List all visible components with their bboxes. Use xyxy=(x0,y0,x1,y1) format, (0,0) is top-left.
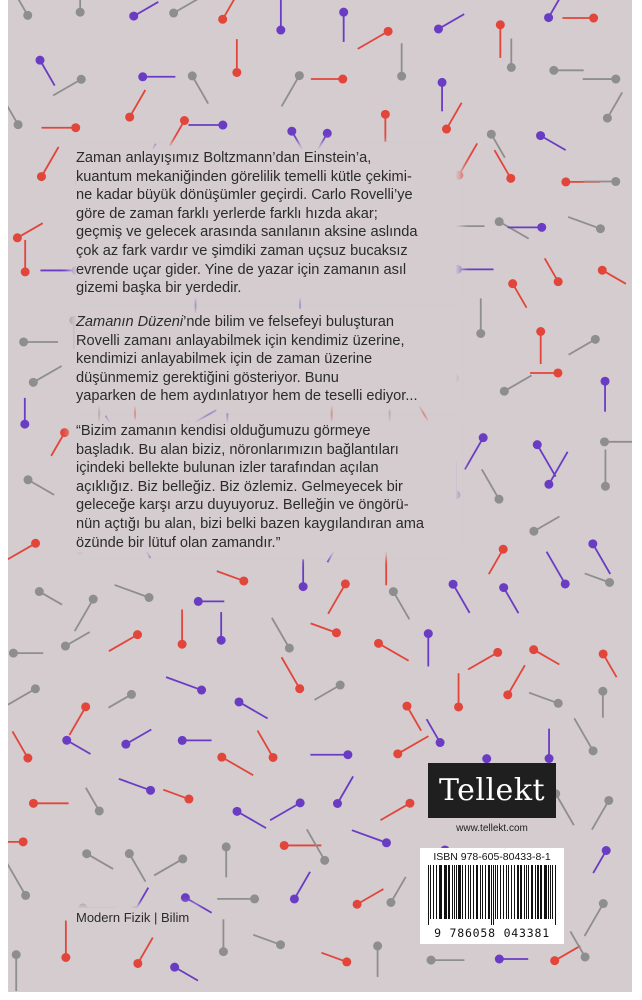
pin-icon xyxy=(601,377,610,412)
barcode-bar xyxy=(456,865,457,919)
pin-icon xyxy=(544,0,563,22)
pin-icon xyxy=(218,0,238,24)
barcode-bar xyxy=(491,865,492,925)
pin-icon xyxy=(598,266,626,284)
pin-icon xyxy=(603,92,622,122)
pin-icon xyxy=(397,43,406,80)
barcode-bar xyxy=(511,865,512,919)
pin-icon xyxy=(544,452,567,489)
barcode-bar xyxy=(524,865,525,919)
pin-icon xyxy=(583,75,621,84)
blurb-line: kuantum mekaniğinden görelilik temelli kütle çekimi- xyxy=(76,168,412,185)
pin-icon xyxy=(570,931,589,961)
blurb-line: ne kadar büyük dönüşümler geçirdi. Carlo Rovelli’ye xyxy=(76,187,413,204)
pin-icon xyxy=(9,649,43,658)
pin-icon xyxy=(20,398,29,429)
pin-icon xyxy=(232,39,241,77)
pin-icon xyxy=(276,0,285,35)
barcode-bar xyxy=(555,865,556,925)
pin-icon xyxy=(499,583,518,613)
quote-line: özünde bir lütuf olan zamandır.” xyxy=(76,534,281,551)
barcode-bar xyxy=(526,865,527,919)
pin-icon xyxy=(119,779,155,795)
quote-line: geleceğe karşı arzu duyuyoruz. Belleğin ve öngörü- xyxy=(76,497,409,514)
barcode-bar xyxy=(428,865,429,925)
quote-line: içindeki bellekte bulunan izler tarafından açılan xyxy=(76,460,379,477)
pin-icon xyxy=(530,368,562,377)
barcode-icon xyxy=(426,865,558,925)
barcode-bar xyxy=(531,865,533,919)
pin-icon xyxy=(222,842,231,877)
pin-icon xyxy=(282,71,304,106)
pin-icon xyxy=(170,116,189,146)
pin-icon xyxy=(352,830,391,847)
pin-icon xyxy=(328,579,350,613)
pin-icon xyxy=(424,629,433,666)
pin-icon xyxy=(588,539,610,574)
pin-icon xyxy=(465,433,488,469)
pin-icon xyxy=(427,956,465,965)
pin-icon xyxy=(217,894,259,903)
blurb-line-rest: ’nde bilim ve felsefeyi buluşturan xyxy=(183,314,394,330)
pin-icon xyxy=(358,27,393,49)
quote-line: “Bizim zamanın kendisi olduğumuzu görmeye xyxy=(76,423,371,439)
pin-icon xyxy=(138,72,175,81)
pin-icon xyxy=(311,75,347,84)
pin-icon xyxy=(163,790,193,804)
pin-icon xyxy=(170,963,198,981)
barcode-bar xyxy=(480,865,481,919)
pin-icon xyxy=(125,90,145,122)
pin-icon xyxy=(233,807,267,828)
pin-icon xyxy=(453,265,494,274)
pin-icon xyxy=(217,612,226,645)
quote-line: açıklığız. Biz belleğiz. Biz özlemiz. Gelmeyecek bir xyxy=(76,478,403,495)
barcode-bar xyxy=(517,865,519,919)
pin-icon xyxy=(282,657,305,693)
barcode-bar xyxy=(470,865,471,919)
barcode-bar xyxy=(476,865,478,919)
back-cover xyxy=(8,0,632,992)
pin-icon xyxy=(234,697,267,718)
blurb-line: Rovelli zamanı anlayabilmek için kendimiz üzerine, xyxy=(76,332,405,349)
pin-icon xyxy=(482,469,504,503)
pin-icon xyxy=(310,750,352,759)
pin-icon xyxy=(545,258,563,286)
barcode-bar xyxy=(436,865,437,919)
pin-icon xyxy=(339,8,348,42)
pin-icon xyxy=(569,335,600,355)
pin-icon xyxy=(86,788,104,816)
barcode-bar xyxy=(485,865,486,919)
barcode-bar xyxy=(448,865,450,919)
barcode-bar xyxy=(473,865,474,919)
pin-icon xyxy=(389,587,410,619)
pin-icon xyxy=(593,846,611,873)
pin-icon xyxy=(333,776,353,808)
pin-icon xyxy=(601,450,610,491)
blurb-line: evrende uçar gider. Yine de yazar için zamanın asıl xyxy=(76,261,407,278)
pin-icon xyxy=(8,684,40,705)
pin-icon xyxy=(373,941,382,977)
barcode-bar xyxy=(497,865,498,919)
barcode-area xyxy=(420,848,564,944)
pin-icon xyxy=(19,337,58,346)
barcode-bar xyxy=(495,865,496,919)
pin-icon xyxy=(121,729,151,748)
pin-icon xyxy=(61,921,70,962)
pin-icon xyxy=(42,123,81,132)
pin-icon xyxy=(442,103,462,134)
pin-icon xyxy=(188,71,208,103)
pin-icon xyxy=(253,935,285,949)
pin-icon xyxy=(12,950,21,991)
pin-icon xyxy=(381,110,390,142)
pin-icon xyxy=(53,75,86,96)
barcode-bar xyxy=(458,865,461,919)
pin-icon xyxy=(585,899,608,936)
pin-icon xyxy=(61,632,90,651)
barcode-bar xyxy=(465,865,466,919)
pin-icon xyxy=(290,872,310,904)
blurb-line: Zaman anlayışımız Boltzmann’dan Einstein’a, xyxy=(76,150,372,166)
pin-icon xyxy=(178,609,187,648)
pin-icon xyxy=(29,366,62,387)
blurb-line: geçmiş ve gelecek arasında sanılanın aksine aslında xyxy=(76,224,418,241)
blurb-line: çok az fark vardır ve şimdiki zaman uçsuz bucaksız xyxy=(76,242,408,259)
pin-icon xyxy=(115,585,154,602)
pin-icon xyxy=(562,14,598,23)
barcode-bar xyxy=(503,865,504,919)
pin-icon xyxy=(109,630,142,651)
pin-icon xyxy=(529,693,563,708)
pin-icon xyxy=(8,95,23,129)
pin-icon xyxy=(476,298,485,338)
pin-icon xyxy=(547,552,570,589)
barcode-bar xyxy=(528,865,529,919)
pin-icon xyxy=(8,837,28,846)
blurb-line xyxy=(76,313,456,332)
pin-icon xyxy=(166,677,206,694)
pin-icon xyxy=(217,571,249,585)
pin-icon xyxy=(307,829,329,865)
pin-icon xyxy=(69,702,90,735)
blurb-quote xyxy=(76,422,456,552)
barcode-bar xyxy=(482,865,483,919)
blurb-line: kendimizi anlayabilmek için de zaman üzerine xyxy=(76,351,373,368)
publisher-logo xyxy=(428,763,556,818)
barcode-bar xyxy=(552,865,553,919)
pin-icon xyxy=(21,240,30,276)
pin-icon xyxy=(35,587,62,605)
barcode-bar xyxy=(430,865,431,919)
pin-icon xyxy=(545,729,554,763)
pin-icon xyxy=(393,736,428,758)
pin-icon xyxy=(8,863,30,900)
pin-icon xyxy=(536,327,545,364)
pin-icon xyxy=(574,718,597,755)
pin-icon xyxy=(489,545,508,574)
pin-icon xyxy=(8,539,40,559)
pin-icon xyxy=(270,798,305,820)
barcode-bar xyxy=(550,865,551,919)
pin-icon xyxy=(600,437,632,446)
barcode-bar xyxy=(520,865,522,919)
pin-icon xyxy=(75,595,98,632)
barcode-bar xyxy=(444,865,447,919)
pin-icon xyxy=(549,66,583,75)
barcode-bar xyxy=(452,865,453,919)
barcode-bar xyxy=(433,865,434,919)
pin-icon xyxy=(23,475,54,495)
pin-icon xyxy=(438,78,447,111)
blurb-line: düşünmemiz gerektiğini gösteriyor. Bunu xyxy=(76,369,339,386)
pin-icon xyxy=(353,889,384,909)
barcode-bar xyxy=(537,865,539,919)
pin-icon xyxy=(188,121,227,130)
barcode-bar xyxy=(535,865,536,919)
pin-icon xyxy=(494,150,515,183)
pin-icon xyxy=(29,799,69,808)
pin-icon xyxy=(13,223,43,242)
barcode-bar xyxy=(506,865,507,919)
pin-icon xyxy=(125,849,146,881)
pin-icon xyxy=(468,648,502,670)
pin-icon xyxy=(508,279,526,308)
barcode-bar xyxy=(548,865,549,919)
pin-icon xyxy=(51,428,69,456)
quote-line: başladık. Bu alan biziz, nöronlarımızın bağlantıları xyxy=(76,441,399,458)
pin-icon xyxy=(583,177,620,186)
blurb-line: gizemi başka bir yerdedir. xyxy=(76,280,242,297)
pin-icon xyxy=(402,702,421,731)
pin-icon xyxy=(550,946,580,965)
pin-icon xyxy=(133,938,152,968)
barcode-bar xyxy=(439,865,442,919)
pin-icon xyxy=(386,877,405,907)
pin-icon xyxy=(568,217,605,233)
pin-icon xyxy=(129,2,158,21)
pin-icon xyxy=(76,0,85,17)
pin-icon xyxy=(37,147,59,181)
pin-icon xyxy=(169,0,205,18)
pin-icon xyxy=(258,731,278,762)
pin-icon xyxy=(311,623,341,637)
pin-icon xyxy=(62,736,90,754)
pin-icon xyxy=(496,20,505,58)
pin-icon xyxy=(36,56,55,86)
pin-icon xyxy=(40,266,80,275)
pin-icon xyxy=(217,753,253,776)
category-label: Modern Fizik | Bilim xyxy=(76,908,193,927)
pin-icon xyxy=(449,580,470,613)
pin-icon xyxy=(533,440,556,476)
pin-icon xyxy=(12,731,32,762)
pin-icon xyxy=(194,597,225,606)
isbn-label: ISBN 978-605-80433-8-1 xyxy=(433,851,551,863)
barcode-bar xyxy=(493,865,494,925)
pin-icon xyxy=(454,673,463,711)
pin-icon xyxy=(598,687,607,718)
blurb-line: göre de zaman farklı yerlerde farklı hızda akar; xyxy=(76,205,378,222)
publisher-name: Tellekt xyxy=(438,773,546,808)
pin-icon xyxy=(599,649,617,677)
pin-icon xyxy=(154,854,187,875)
pin-icon xyxy=(592,796,613,830)
barcode-bar xyxy=(462,865,463,919)
publisher-website: www.tellekt.com xyxy=(418,823,566,834)
pin-icon xyxy=(434,14,464,33)
pin-icon xyxy=(299,559,308,591)
pin-icon xyxy=(374,639,409,661)
pin-icon xyxy=(529,645,559,664)
pin-icon xyxy=(427,719,445,747)
barcode-bar xyxy=(468,865,469,919)
blurb-paragraph-1 xyxy=(76,149,456,298)
pin-icon xyxy=(536,131,566,150)
pin-icon xyxy=(9,0,32,20)
pin-icon xyxy=(381,799,415,820)
barcode-bar xyxy=(544,865,547,919)
pin-icon xyxy=(315,681,345,700)
barcode-bar xyxy=(488,865,490,919)
barcode-bar xyxy=(454,865,455,919)
barcode-bar xyxy=(500,865,501,919)
pin-icon xyxy=(454,143,477,179)
barcode-bar xyxy=(514,865,515,919)
pin-icon xyxy=(219,919,228,956)
pin-icon xyxy=(495,955,528,964)
blurb-line: yaparken de hem aydınlatıyor hem de teselli ediyor... xyxy=(76,388,418,405)
pin-icon xyxy=(178,736,212,745)
barcode-digits: 9 786058 043381 xyxy=(434,926,550,940)
pin-icon xyxy=(500,375,532,395)
book-title: Zamanın Düzeni xyxy=(76,314,184,330)
pin-icon xyxy=(82,849,113,869)
pin-icon xyxy=(507,39,516,72)
pin-icon xyxy=(272,618,294,653)
barcode-bar xyxy=(540,865,542,919)
pin-icon xyxy=(503,665,525,699)
pin-icon xyxy=(529,516,559,535)
quote-line: nün açtığı bu alan, bizi belki bazen kaygılandıran ama xyxy=(76,515,425,532)
pin-icon xyxy=(585,573,614,587)
pin-icon xyxy=(108,690,135,708)
pin-icon xyxy=(321,953,351,967)
blurb-paragraph-2 xyxy=(76,313,456,406)
barcode-bar xyxy=(508,865,509,919)
